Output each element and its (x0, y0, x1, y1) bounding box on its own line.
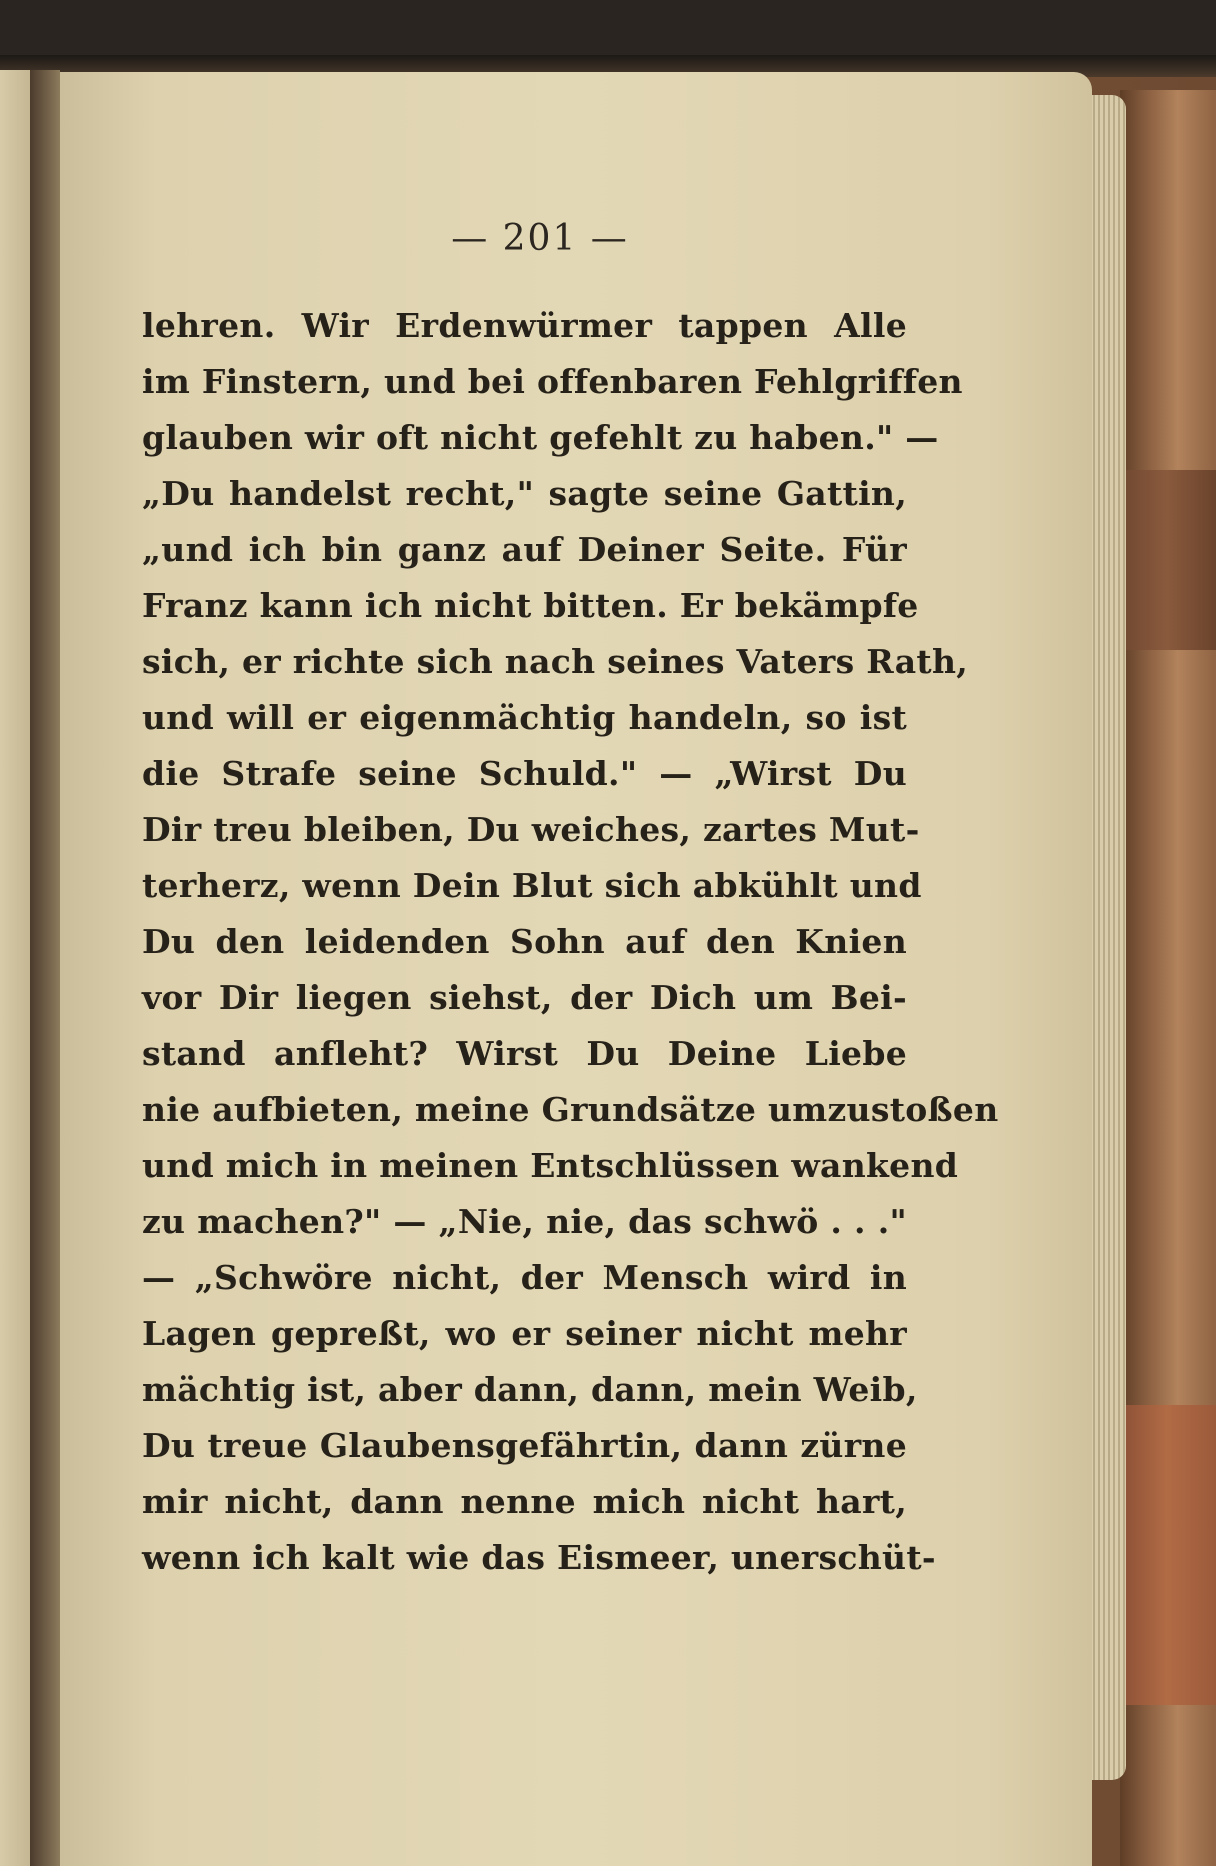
page-number: — 201 — (451, 218, 629, 259)
text-line: und mich in meinen Entschlüssen wankend (142, 1146, 959, 1185)
cover-wear-mark (1118, 470, 1216, 650)
text-line: „und ich bin ganz auf Deiner Seite. Für (142, 530, 907, 569)
text-line: — „Schwöre nicht, der Mensch wird in (142, 1258, 907, 1297)
text-line: „Du handelst recht," sagte seine Gattin, (142, 474, 907, 513)
text-line: im Finstern, und bei offenbaren Fehlgriffen (142, 362, 963, 401)
text-line: stand anfleht? Wirst Du Deine Liebe (142, 1034, 907, 1073)
text-line: Dir treu bleiben, Du weiches, zartes Mut- (142, 810, 920, 849)
text-line: vor Dir liegen siehst, der Dich um Bei- (142, 978, 907, 1017)
text-line: Du den leidenden Sohn auf den Knien (142, 922, 907, 961)
text-line: Franz kann ich nicht bitten. Er bekämpfe (142, 586, 919, 625)
text-line: Lagen gepreßt, wo er seiner nicht mehr (142, 1314, 907, 1353)
page-block-edges (1090, 95, 1126, 1780)
text-line: lehren. Wir Erdenwürmer tappen Alle (142, 306, 907, 345)
spine-gutter (30, 70, 60, 1866)
text-line: und will er eigenmächtig handeln, so ist (142, 698, 907, 737)
text-line: glauben wir oft nicht gefehlt zu haben." — (142, 418, 939, 457)
text-line: sich, er richte sich nach seines Vaters Rath, (142, 642, 969, 681)
text-line: nie aufbieten, meine Grundsätze umzustoßen (142, 1090, 999, 1129)
cover-wear-mark (1118, 1405, 1216, 1705)
body-text (142, 298, 999, 1578)
text-line: mir nicht, dann nenne mich nicht hart, (142, 1482, 907, 1521)
text-line: Du treue Glaubensgefährtin, dann zürne (142, 1426, 907, 1465)
text-line: mächtig ist, aber dann, dann, mein Weib, (142, 1370, 918, 1409)
text-line: terherz, wenn Dein Blut sich abkühlt und (142, 866, 922, 905)
text-line: wenn ich kalt wie das Eismeer, unerschüt- (142, 1538, 936, 1577)
text-line: zu machen?" — „Nie, nie, das schwö . . ." (142, 1202, 907, 1241)
text-line: die Strafe seine Schuld." — „Wirst Du (142, 754, 907, 793)
